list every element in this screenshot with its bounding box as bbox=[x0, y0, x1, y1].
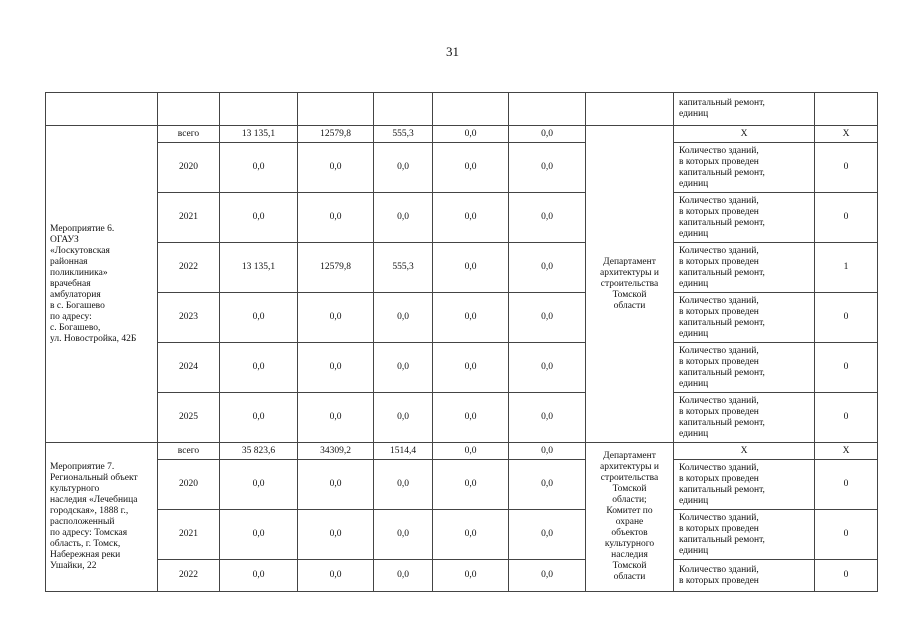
target-value: 0 bbox=[815, 460, 878, 510]
cell-total: 0,0 bbox=[220, 143, 298, 193]
cell-c4: 0,0 bbox=[509, 443, 586, 460]
table-row bbox=[46, 193, 878, 243]
table-row bbox=[46, 393, 878, 443]
indicator-cell: Х bbox=[674, 126, 815, 143]
target-value: 1 bbox=[815, 243, 878, 293]
cell-c3: 0,0 bbox=[433, 126, 509, 143]
cell-c2: 0,0 bbox=[374, 393, 433, 443]
target-value: 0 bbox=[815, 343, 878, 393]
event-name: Мероприятие 7. Региональный объект культурного наследия «Лечебница городская», 1888 г., расположенный по адресу: Томская область, г. Томск, Набережная реки Ушайки, 22 bbox=[46, 443, 158, 592]
cell-c2: 0,0 bbox=[374, 460, 433, 510]
cell-year: 2022 bbox=[158, 243, 220, 293]
target-value: 0 bbox=[815, 393, 878, 443]
cell-total: 0,0 bbox=[220, 460, 298, 510]
table-row bbox=[46, 560, 878, 592]
table-row bbox=[46, 510, 878, 560]
empty-cell bbox=[220, 93, 298, 126]
table-row bbox=[46, 443, 878, 460]
indicator-cell: Количество зданий, в которых проведен капитальный ремонт, единиц bbox=[674, 293, 815, 343]
cell-total: 0,0 bbox=[220, 560, 298, 592]
cell-c1: 0,0 bbox=[298, 293, 374, 343]
cell-total: 0,0 bbox=[220, 293, 298, 343]
event-name: Мероприятие 6. ОГАУЗ «Лоскутовская районная поликлиника» врачебная амбулатория в с. Богашево по адресу: с. Богашево, ул. Новостройка, 42Б bbox=[46, 126, 158, 443]
cell-total: 35 823,6 bbox=[220, 443, 298, 460]
indicator-cell: Количество зданий, в которых проведен капитальный ремонт, единиц bbox=[674, 243, 815, 293]
table-row bbox=[46, 293, 878, 343]
cell-c2: 555,3 bbox=[374, 243, 433, 293]
cell-year: 2022 bbox=[158, 560, 220, 592]
cell-c3: 0,0 bbox=[433, 293, 509, 343]
empty-cell bbox=[509, 93, 586, 126]
cell-year: 2025 bbox=[158, 393, 220, 443]
empty-cell bbox=[374, 93, 433, 126]
cell-c4: 0,0 bbox=[509, 510, 586, 560]
cell-c3: 0,0 bbox=[433, 393, 509, 443]
cell-year: всего bbox=[158, 443, 220, 460]
cell-c2: 0,0 bbox=[374, 143, 433, 193]
table-row bbox=[46, 243, 878, 293]
cell-c4: 0,0 bbox=[509, 193, 586, 243]
indicator-cell: Количество зданий, в которых проведен капитальный ремонт, единиц bbox=[674, 143, 815, 193]
cell-total: 0,0 bbox=[220, 393, 298, 443]
cell-year: всего bbox=[158, 126, 220, 143]
cell-c1: 0,0 bbox=[298, 343, 374, 393]
cell-total: 13 135,1 bbox=[220, 126, 298, 143]
department-cell: Департамент архитектуры и строительства Томской области bbox=[586, 126, 674, 443]
target-value: 0 bbox=[815, 293, 878, 343]
table-row bbox=[46, 143, 878, 193]
table-row bbox=[46, 126, 878, 143]
continuation-row bbox=[46, 93, 878, 126]
cell-c4: 0,0 bbox=[509, 143, 586, 193]
cell-c2: 0,0 bbox=[374, 193, 433, 243]
empty-cell bbox=[298, 93, 374, 126]
cell-year: 2020 bbox=[158, 143, 220, 193]
target-cell bbox=[815, 93, 878, 126]
target-value: 0 bbox=[815, 193, 878, 243]
empty-cell bbox=[433, 93, 509, 126]
indicator-cell: Количество зданий, в которых проведен капитальный ремонт, единиц bbox=[674, 460, 815, 510]
table-row bbox=[46, 460, 878, 510]
cell-c3: 0,0 bbox=[433, 193, 509, 243]
cell-c1: 0,0 bbox=[298, 193, 374, 243]
empty-cell bbox=[46, 93, 158, 126]
cell-c2: 555,3 bbox=[374, 126, 433, 143]
cell-c2: 0,0 bbox=[374, 343, 433, 393]
cell-total: 0,0 bbox=[220, 510, 298, 560]
cell-c2: 1514,4 bbox=[374, 443, 433, 460]
cell-year: 2020 bbox=[158, 460, 220, 510]
cell-c4: 0,0 bbox=[509, 293, 586, 343]
cell-c3: 0,0 bbox=[433, 460, 509, 510]
cell-c4: 0,0 bbox=[509, 393, 586, 443]
cell-c2: 0,0 bbox=[374, 293, 433, 343]
indicator-cell: Количество зданий, в которых проведен bbox=[674, 560, 815, 592]
indicator-cell: Количество зданий, в которых проведен капитальный ремонт, единиц bbox=[674, 393, 815, 443]
cell-c1: 0,0 bbox=[298, 460, 374, 510]
cell-year: 2023 bbox=[158, 293, 220, 343]
cell-c4: 0,0 bbox=[509, 560, 586, 592]
cell-year: 2021 bbox=[158, 510, 220, 560]
cell-c4: 0,0 bbox=[509, 243, 586, 293]
cell-year: 2024 bbox=[158, 343, 220, 393]
cell-c3: 0,0 bbox=[433, 343, 509, 393]
cell-c3: 0,0 bbox=[433, 143, 509, 193]
cell-c3: 0,0 bbox=[433, 243, 509, 293]
target-value: 0 bbox=[815, 143, 878, 193]
cell-c3: 0,0 bbox=[433, 560, 509, 592]
cell-c1: 12579,8 bbox=[298, 243, 374, 293]
department-cell: Департамент архитектуры и строительства Томской области; Комитет по охране объектов культурного наследия Томской области bbox=[586, 443, 674, 592]
cell-total: 0,0 bbox=[220, 343, 298, 393]
cell-c1: 0,0 bbox=[298, 510, 374, 560]
indicator-cell: Количество зданий, в которых проведен капитальный ремонт, единиц bbox=[674, 510, 815, 560]
indicator-cell: Количество зданий, в которых проведен капитальный ремонт, единиц bbox=[674, 343, 815, 393]
cell-c1: 0,0 bbox=[298, 560, 374, 592]
cell-total: 0,0 bbox=[220, 193, 298, 243]
cell-c1: 34309,2 bbox=[298, 443, 374, 460]
cell-c4: 0,0 bbox=[509, 343, 586, 393]
cell-year: 2021 bbox=[158, 193, 220, 243]
cell-c2: 0,0 bbox=[374, 560, 433, 592]
target-value: 0 bbox=[815, 510, 878, 560]
cell-c1: 0,0 bbox=[298, 393, 374, 443]
cell-c3: 0,0 bbox=[433, 443, 509, 460]
target-value: Х bbox=[815, 443, 878, 460]
cell-c4: 0,0 bbox=[509, 126, 586, 143]
indicator-cell: капитальный ремонт, единиц bbox=[674, 93, 815, 126]
empty-cell bbox=[158, 93, 220, 126]
target-value: Х bbox=[815, 126, 878, 143]
table-row bbox=[46, 343, 878, 393]
budget-table bbox=[45, 92, 878, 592]
cell-c3: 0,0 bbox=[433, 510, 509, 560]
page-number: 31 bbox=[446, 44, 459, 59]
indicator-cell: Количество зданий, в которых проведен капитальный ремонт, единиц bbox=[674, 193, 815, 243]
cell-total: 13 135,1 bbox=[220, 243, 298, 293]
cell-c1: 12579,8 bbox=[298, 126, 374, 143]
cell-c4: 0,0 bbox=[509, 460, 586, 510]
empty-cell bbox=[586, 93, 674, 126]
target-value: 0 bbox=[815, 560, 878, 592]
cell-c1: 0,0 bbox=[298, 143, 374, 193]
cell-c2: 0,0 bbox=[374, 510, 433, 560]
indicator-cell: Х bbox=[674, 443, 815, 460]
